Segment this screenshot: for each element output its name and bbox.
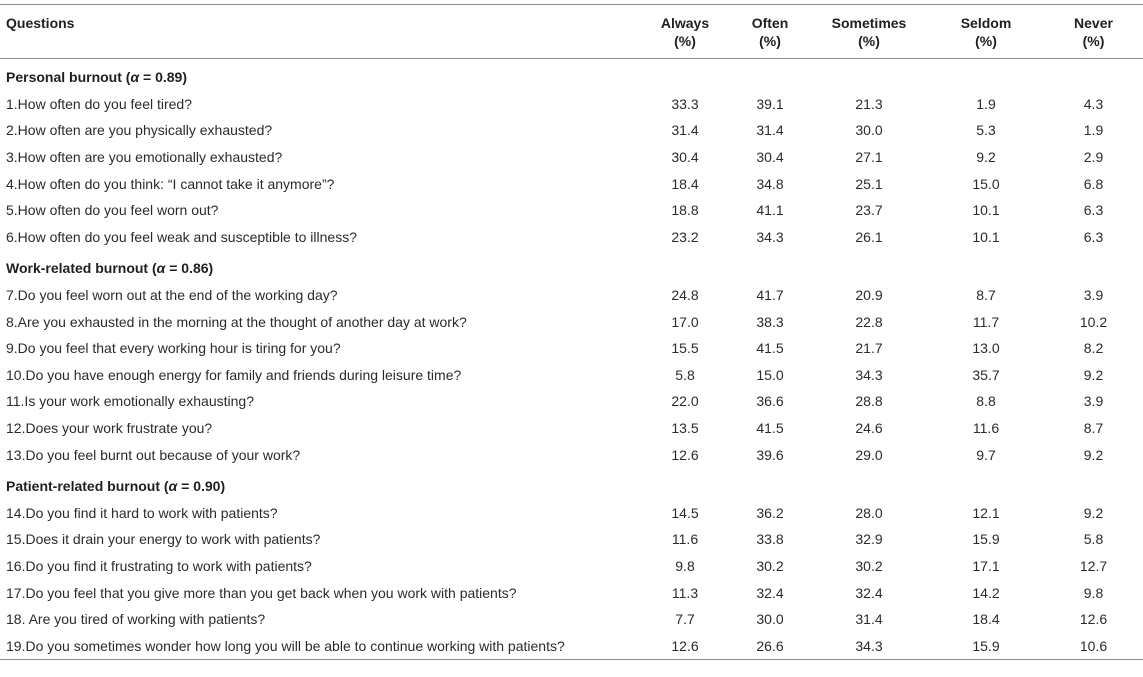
sometimes-cell: 24.6 bbox=[855, 420, 883, 437]
section-title bbox=[0, 59, 1143, 91]
seldom-cell: 8.8 bbox=[976, 393, 996, 410]
table-row bbox=[0, 500, 1143, 527]
sometimes-cell: 28.0 bbox=[855, 504, 883, 521]
always-cell: 11.3 bbox=[671, 584, 699, 601]
never-cell: 6.8 bbox=[1083, 175, 1104, 192]
never-cell: 6.3 bbox=[1083, 202, 1104, 219]
header-never-unit: (%) bbox=[1082, 33, 1105, 49]
question-cell: 9.Do you feel that every working hour is tiring for you? bbox=[6, 340, 341, 357]
seldom-cell: 11.7 bbox=[972, 313, 1000, 330]
seldom-cell: 15.0 bbox=[972, 175, 1000, 192]
sometimes-cell: 23.7 bbox=[855, 202, 883, 219]
question-cell: 2.How often are you physically exhausted? bbox=[6, 122, 273, 139]
question-cell: 15.Does it drain your energy to work with patients? bbox=[6, 531, 321, 548]
table-row bbox=[0, 335, 1143, 362]
always-cell: 15.5 bbox=[671, 340, 699, 357]
always-cell: 31.4 bbox=[671, 122, 699, 139]
often-cell: 41.1 bbox=[756, 202, 784, 219]
table-row bbox=[0, 91, 1143, 118]
often-cell: 32.4 bbox=[756, 584, 784, 601]
section-header-row bbox=[0, 59, 1143, 91]
never-cell: 3.9 bbox=[1083, 287, 1104, 304]
never-cell: 12.6 bbox=[1079, 611, 1108, 628]
seldom-cell: 9.7 bbox=[976, 446, 996, 463]
question-cell: 6.How often do you feel weak and susceptible to illness? bbox=[6, 228, 357, 245]
sometimes-cell: 30.0 bbox=[855, 122, 883, 139]
table-row bbox=[0, 553, 1143, 580]
table-row bbox=[0, 606, 1143, 633]
always-cell: 9.8 bbox=[675, 557, 695, 574]
always-cell: 5.8 bbox=[675, 366, 695, 383]
never-cell: 9.2 bbox=[1083, 504, 1104, 521]
question-cell: 4.How often do you think: “I cannot take it anymore”? bbox=[6, 175, 335, 192]
question-cell: 19.Do you sometimes wonder how long you will be able to continue working with patients? bbox=[6, 637, 565, 654]
alpha-value: = 0.90) bbox=[177, 478, 226, 495]
seldom-cell: 13.0 bbox=[972, 340, 1000, 357]
header-seldom-unit: (%) bbox=[975, 33, 997, 49]
table-row bbox=[0, 144, 1143, 171]
section-header-row bbox=[0, 250, 1143, 282]
seldom-cell: 15.9 bbox=[972, 637, 1000, 654]
alpha-value: = 0.86) bbox=[165, 260, 214, 277]
never-cell: 4.3 bbox=[1083, 95, 1104, 112]
sometimes-cell: 34.3 bbox=[855, 637, 883, 654]
header-sometimes bbox=[810, 5, 928, 59]
question-cell: 3.How often are you emotionally exhausted? bbox=[6, 149, 283, 166]
question-cell: 5.How often do you feel worn out? bbox=[6, 202, 219, 219]
table-row bbox=[0, 308, 1143, 335]
table-body bbox=[0, 59, 1143, 660]
always-cell: 11.6 bbox=[671, 531, 699, 548]
sometimes-cell: 25.1 bbox=[855, 175, 883, 192]
never-cell: 9.8 bbox=[1083, 584, 1104, 601]
often-cell: 41.5 bbox=[756, 340, 784, 357]
always-cell: 17.0 bbox=[671, 313, 699, 330]
sometimes-cell: 29.0 bbox=[855, 446, 883, 463]
always-cell: 30.4 bbox=[671, 149, 699, 166]
often-cell: 30.2 bbox=[756, 557, 784, 574]
always-cell: 7.7 bbox=[675, 611, 695, 628]
table-row bbox=[0, 415, 1143, 442]
header-always bbox=[640, 5, 730, 59]
seldom-cell: 15.9 bbox=[972, 531, 1000, 548]
sometimes-cell: 22.8 bbox=[855, 313, 883, 330]
question-cell: 13.Do you feel burnt out because of your work? bbox=[6, 446, 301, 463]
often-cell: 26.6 bbox=[756, 637, 784, 654]
question-cell: 14.Do you find it hard to work with patients? bbox=[6, 504, 278, 521]
question-cell: 10.Do you have enough energy for family and friends during leisure time? bbox=[6, 366, 462, 383]
seldom-cell: 10.1 bbox=[972, 228, 1000, 245]
sometimes-cell: 34.3 bbox=[855, 366, 883, 383]
question-cell: 12.Does your work frustrate you? bbox=[6, 420, 213, 437]
often-cell: 34.3 bbox=[756, 228, 784, 245]
always-cell: 22.0 bbox=[671, 393, 699, 410]
seldom-cell: 9.2 bbox=[976, 149, 996, 166]
table-row bbox=[0, 117, 1143, 144]
section-title bbox=[0, 468, 1143, 500]
header-often-unit: (%) bbox=[759, 33, 781, 49]
burnout-table bbox=[0, 4, 1143, 660]
often-cell: 41.7 bbox=[756, 287, 784, 304]
table-row bbox=[0, 579, 1143, 606]
sometimes-cell: 27.1 bbox=[855, 149, 883, 166]
often-cell: 33.8 bbox=[756, 531, 784, 548]
alpha-symbol: α bbox=[156, 260, 166, 277]
header-sometimes-unit: (%) bbox=[858, 33, 880, 49]
often-cell: 30.4 bbox=[756, 149, 784, 166]
sometimes-cell: 32.9 bbox=[855, 531, 883, 548]
often-cell: 41.5 bbox=[756, 420, 784, 437]
often-cell: 34.8 bbox=[756, 175, 784, 192]
alpha-symbol: α bbox=[168, 478, 178, 495]
never-cell: 8.2 bbox=[1083, 340, 1104, 357]
always-cell: 18.8 bbox=[671, 202, 699, 219]
table-row bbox=[0, 197, 1143, 224]
always-cell: 12.6 bbox=[671, 637, 699, 654]
often-cell: 30.0 bbox=[756, 611, 784, 628]
never-cell: 10.6 bbox=[1079, 637, 1108, 654]
never-cell: 2.9 bbox=[1083, 149, 1104, 166]
sometimes-cell: 21.7 bbox=[855, 340, 883, 357]
often-cell: 38.3 bbox=[756, 313, 784, 330]
question-cell: 11.Is your work emotionally exhausting? bbox=[6, 393, 254, 410]
never-cell: 5.8 bbox=[1083, 531, 1104, 548]
sometimes-cell: 31.4 bbox=[855, 611, 883, 628]
header-never bbox=[1044, 5, 1143, 59]
header-often bbox=[730, 5, 810, 59]
section-title-text: Work-related burnout ( bbox=[6, 260, 157, 277]
seldom-cell: 12.1 bbox=[972, 504, 1000, 521]
table-row bbox=[0, 632, 1143, 659]
table-row bbox=[0, 526, 1143, 553]
often-cell: 36.2 bbox=[756, 504, 784, 521]
always-cell: 23.2 bbox=[671, 228, 699, 245]
never-cell: 8.7 bbox=[1083, 420, 1104, 437]
always-cell: 14.5 bbox=[671, 504, 699, 521]
sometimes-cell: 32.4 bbox=[855, 584, 883, 601]
alpha-symbol: α bbox=[130, 69, 140, 86]
sometimes-cell: 30.2 bbox=[855, 557, 883, 574]
sometimes-cell: 21.3 bbox=[855, 95, 883, 112]
question-cell: 16.Do you find it frustrating to work with patients? bbox=[6, 557, 312, 574]
often-cell: 36.6 bbox=[756, 393, 784, 410]
header-seldom-label: Seldom bbox=[960, 15, 1012, 31]
header-row bbox=[0, 5, 1143, 59]
seldom-cell: 10.1 bbox=[972, 202, 1000, 219]
seldom-cell: 5.3 bbox=[976, 122, 996, 139]
header-never-label: Never bbox=[1074, 15, 1113, 31]
never-cell: 6.3 bbox=[1083, 228, 1104, 245]
never-cell: 9.2 bbox=[1083, 446, 1104, 463]
always-cell: 18.4 bbox=[671, 175, 699, 192]
section-header-row bbox=[0, 468, 1143, 500]
seldom-cell: 17.1 bbox=[972, 557, 1000, 574]
table-row bbox=[0, 388, 1143, 415]
always-cell: 33.3 bbox=[671, 95, 699, 112]
table-row bbox=[0, 282, 1143, 309]
never-cell: 12.7 bbox=[1079, 557, 1108, 574]
seldom-cell: 1.9 bbox=[976, 95, 996, 112]
seldom-cell: 14.2 bbox=[972, 584, 1000, 601]
seldom-cell: 11.6 bbox=[972, 420, 1000, 437]
question-cell: 18. Are you tired of working with patients? bbox=[6, 611, 266, 628]
table-row bbox=[0, 362, 1143, 389]
sometimes-cell: 20.9 bbox=[855, 287, 883, 304]
question-cell: 7.Do you feel worn out at the end of the working day? bbox=[6, 287, 338, 304]
often-cell: 39.1 bbox=[756, 95, 784, 112]
always-cell: 12.6 bbox=[671, 446, 699, 463]
never-cell: 1.9 bbox=[1083, 122, 1104, 139]
alpha-value: = 0.89) bbox=[139, 69, 188, 86]
section-title bbox=[0, 250, 1143, 282]
section-title-text: Personal burnout ( bbox=[6, 69, 131, 86]
table-row bbox=[0, 224, 1143, 251]
seldom-cell: 8.7 bbox=[976, 287, 996, 304]
often-cell: 15.0 bbox=[756, 366, 784, 383]
header-always-unit: (%) bbox=[674, 33, 696, 49]
sometimes-cell: 26.1 bbox=[855, 228, 883, 245]
never-cell: 10.2 bbox=[1079, 313, 1108, 330]
section-title-text: Patient-related burnout ( bbox=[6, 478, 169, 495]
seldom-cell: 18.4 bbox=[972, 611, 1000, 628]
seldom-cell: 35.7 bbox=[972, 366, 1000, 383]
question-cell: 17.Do you feel that you give more than you get back when you work with patients? bbox=[6, 584, 517, 601]
header-always-label: Always bbox=[660, 15, 710, 31]
header-sometimes-label: Sometimes bbox=[831, 15, 907, 31]
table-row bbox=[0, 170, 1143, 197]
often-cell: 31.4 bbox=[756, 122, 784, 139]
never-cell: 3.9 bbox=[1083, 393, 1104, 410]
always-cell: 13.5 bbox=[671, 420, 699, 437]
never-cell: 9.2 bbox=[1083, 366, 1104, 383]
header-questions: Questions bbox=[6, 15, 75, 31]
question-cell: 8.Are you exhausted in the morning at the thought of another day at work? bbox=[6, 313, 467, 330]
table-row bbox=[0, 441, 1143, 468]
header-seldom bbox=[928, 5, 1044, 59]
sometimes-cell: 28.8 bbox=[855, 393, 883, 410]
header-often-label: Often bbox=[751, 15, 789, 31]
always-cell: 24.8 bbox=[671, 287, 699, 304]
often-cell: 39.6 bbox=[756, 446, 784, 463]
question-cell: 1.How often do you feel tired? bbox=[6, 95, 193, 112]
